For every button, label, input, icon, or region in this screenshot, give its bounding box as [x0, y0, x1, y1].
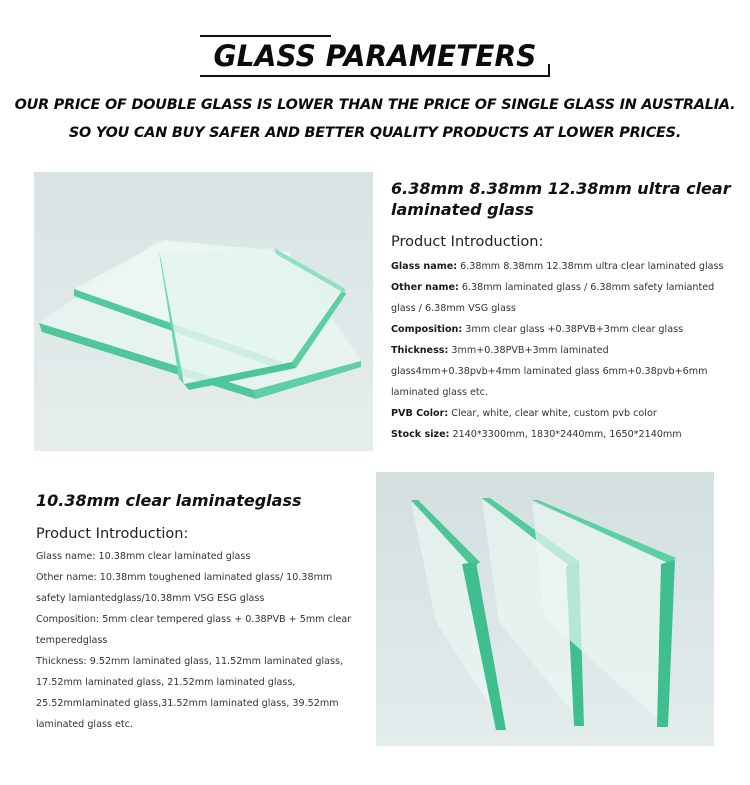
product-1-intro-label: Product Introduction: [391, 234, 544, 250]
spec-key: PVB Color: [391, 408, 449, 419]
product-photo-standing-panels [376, 472, 714, 746]
header-corner-tick [548, 64, 550, 77]
spec-other-name: Other name: 10.38mm toughened laminated glass/ 10.38mm safety lamiantedglass/10.38mm VSG ESG glass [36, 572, 333, 604]
product-2-title: 10.38mm clear laminateglass [36, 491, 302, 510]
spec-other-name [391, 277, 731, 319]
spec-glass-name [391, 256, 731, 277]
tagline-line-1: OUR PRICE OF DOUBLE GLASS IS LOWER THAN THE PRICE OF SINGLE GLASS IN AUSTRALIA. [14, 97, 736, 113]
spec-thickness [391, 340, 731, 403]
spec-value: 6.38mm 8.38mm 12.38mm ultra clear laminated glass [457, 261, 724, 272]
spec-value: 2140*3300mm, 1830*2440mm, 1650*2140mm [449, 429, 682, 440]
spec-key: Glass name: [391, 261, 458, 272]
spec-glass-name: Glass name: 10.38mm clear laminated glass [36, 551, 251, 562]
glass-panels-illustration [376, 472, 714, 746]
product-photo-stacked-glass [34, 172, 373, 451]
product-1-spec-list [391, 256, 731, 445]
spec-value: 6.38mm laminated glass / 6.38mm safety lamianted glass / 6.38mm VSG glass [391, 282, 715, 314]
spec-pvb-color [391, 403, 731, 424]
glass-sheets-illustration [34, 172, 373, 451]
spec-thickness: Thickness: 9.52mm laminated glass, 11.52mm laminated glass, 17.52mm laminated glass, 21.52mm laminated glass, 25.52mmlaminated glass,31.52mm laminated glass, 39.52mm laminated glass etc. [36, 656, 344, 730]
tagline-line-2: SO YOU CAN BUY SAFER AND BETTER QUALITY PRODUCTS AT LOWER PRICES. [68, 125, 682, 141]
spec-composition [391, 319, 731, 340]
spec-value: Clear, white, clear white, custom pvb color [448, 408, 657, 419]
spec-key: Thickness: [391, 345, 449, 356]
product-1-title: 6.38mm 8.38mm 12.38mm ultra clear laminated glass [391, 179, 731, 219]
header-top-rule [200, 35, 331, 37]
header-bottom-rule [200, 75, 550, 77]
spec-key: Stock size: [391, 429, 450, 440]
spec-value: 3mm+0.38PVB+3mm laminated glass4mm+0.38pvb+4mm laminated glass 6mm+0.38pvb+6mm laminated glass etc. [391, 345, 708, 398]
page-title: GLASS PARAMETERS [213, 39, 537, 73]
spec-stock-size [391, 424, 731, 445]
spec-key: Composition: [391, 324, 463, 335]
product-2-intro-label: Product Introduction: [36, 526, 189, 542]
product-2-spec-list [36, 546, 356, 735]
spec-key: Other name: [391, 282, 459, 293]
spec-composition: Composition: 5mm clear tempered glass + 0.38PVB + 5mm clear temperedglass [36, 614, 352, 646]
spec-value: 3mm clear glass +0.38PVB+3mm clear glass [462, 324, 684, 335]
